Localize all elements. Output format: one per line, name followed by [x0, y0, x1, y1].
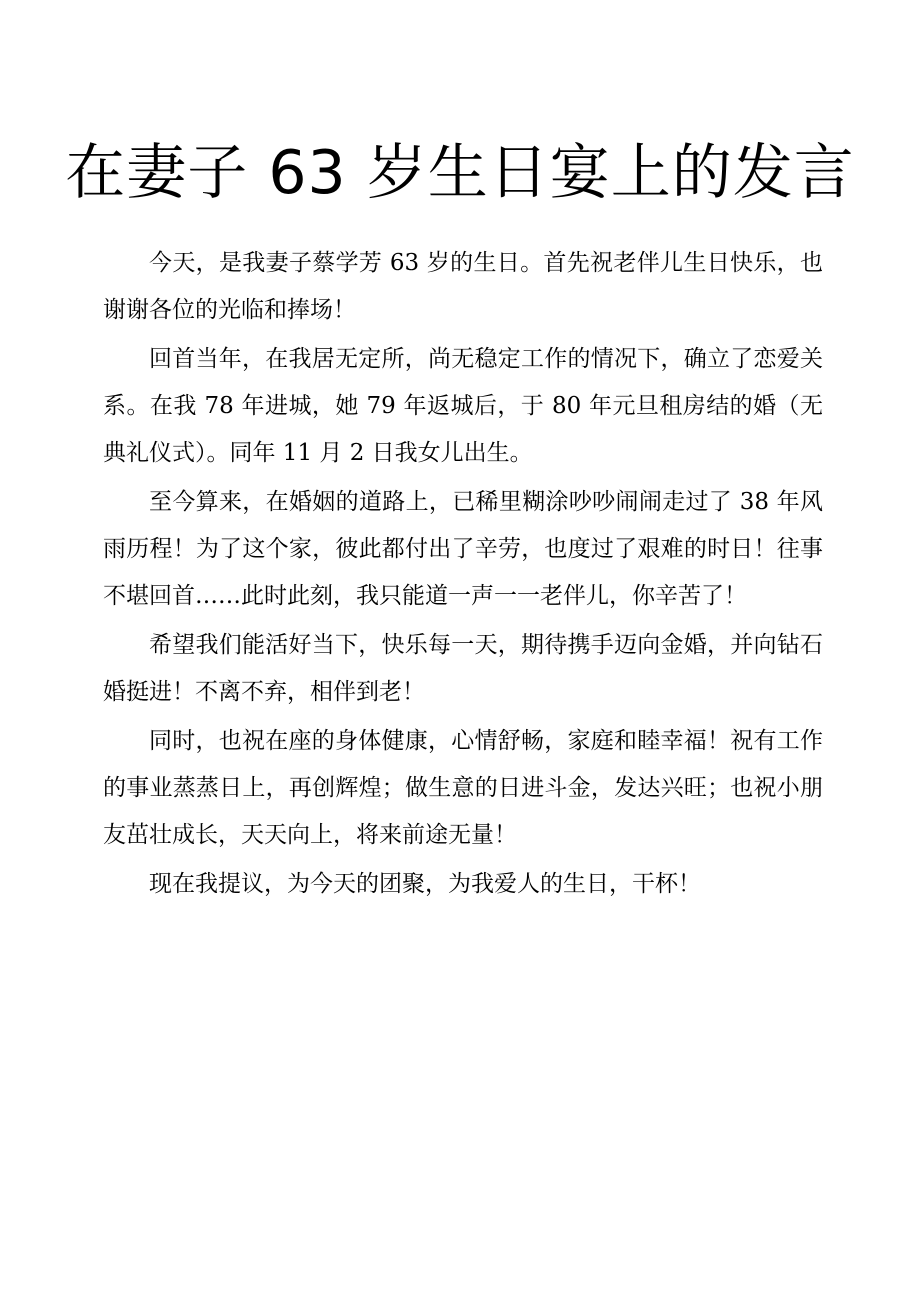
paragraph-1: 今天，是我妻子蔡学芳 63 岁的生日。首先祝老伴儿生日快乐，也谢谢各位的光临和捧场！: [103, 250, 823, 323]
paragraph-5: 同时，也祝在座的身体健康，心情舒畅，家庭和睦幸福！祝有工作的事业蒸蒸日上，再创辉煌；做生意的日进斗金，发达兴旺；也祝小朋友茁壮成长，天天向上，将来前途无量！: [103, 728, 823, 848]
page-title: 在妻子 63 岁生日宴上的发言: [65, 138, 855, 208]
paragraph-4: 希望我们能活好当下，快乐每一天，期待携手迈向金婚，并向钻石婚挺进！不离不弃，相伴到老！: [103, 632, 823, 705]
speech-body: [103, 240, 823, 908]
paragraph-3: 至今算来，在婚姻的道路上，已稀里糊涂吵吵闹闹走过了 38 年风雨历程！为了这个家，彼此都付出了辛劳，也度过了艰难的时日！往事不堪回首……此时此刻，我只能道一声一一老伴儿，你辛苦了！: [103, 489, 823, 609]
paragraph-6: 现在我提议，为今天的团聚，为我爱人的生日，干杯！: [149, 871, 701, 897]
paragraph-2: 回首当年，在我居无定所，尚无稳定工作的情况下，确立了恋爱关系。在我 78 年进城，她 79 年返城后，于 80 年元旦租房结的婚（无典礼仪式）。同年 11 月 2 日我女儿出生。: [103, 346, 823, 466]
